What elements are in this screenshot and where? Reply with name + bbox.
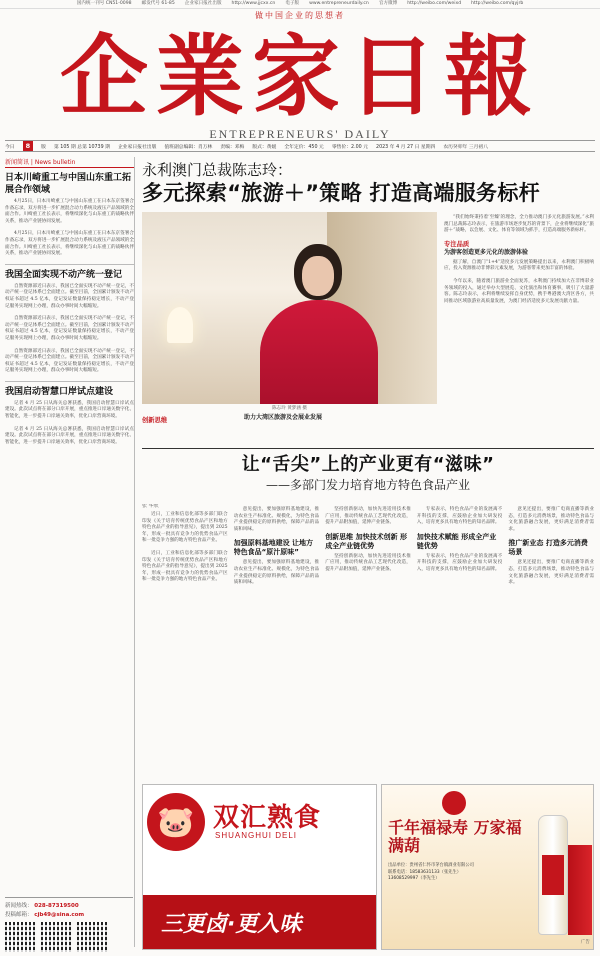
pages-word: 版: [41, 144, 46, 150]
ad-brand-english: SHUANGHUI DELI: [215, 831, 298, 840]
postal-code: 邮发代号 61-85: [141, 0, 175, 6]
ad-contact: 联系电话：18583631133（张先生）: [388, 869, 462, 875]
shuanghui-ad[interactable]: [142, 784, 377, 950]
bulletin-body: 4月25日，日本川崎重工与中国山东重工在日本东京签署合作备忘录，双方将进一步扩展混合动力系统及液压产品领域的全面合作。川崎重工社长表示，将继续深化与山东重工的战略伙伴关系，推动产业链协同发展。: [5, 199, 134, 224]
subhead: 专注品质: [444, 240, 470, 248]
feature-subhead: 加快技术赋能 形成全产业链优势: [416, 532, 497, 550]
layout-editor: 版式：黄媛: [252, 144, 277, 150]
ad-title: 千年福禄寿 万家福满葫: [388, 818, 522, 855]
bulletin-headline[interactable]: 我国全面实现不动产统一登记: [5, 269, 123, 280]
lead-subtitle: 永利澳门总裁陈志玲：: [142, 161, 293, 179]
lead-intro: “我们始终秉持着‘至臻’的理念，全力推动澳门多元化旅游发展。”永利澳门总裁陈志玲表示，在旅游市场逐步复苏的背景下，企业将继续深化“旅游＋”战略，以会展、文化、体育等领域为抓手，打造高端服务新标杆。: [444, 215, 594, 234]
email-link[interactable]: cjb49@sina.com: [34, 912, 85, 918]
weibo-link[interactable]: http://weibo.com/weixd: [407, 0, 462, 6]
feature-paragraph: 近日，工业和信息化部等多部门联合印发《关于培育传统优势食品产区和地方特色食品产业的指导意见》，提出到 2025 年，形成一批具有竞争力的优势食品产区和一批竞争力强的地方特色食品产业。: [142, 550, 228, 583]
divider: [5, 381, 134, 382]
e-edition-label: 电子版: [285, 0, 300, 6]
page-count-badge: 8: [23, 141, 34, 151]
feature-column: [142, 504, 228, 782]
lunar-date: 农历癸卯年 三月初八: [443, 144, 489, 150]
ad-brand: 双汇熟食: [213, 803, 322, 833]
feature-subhead: 推广新业态 打造多元消费场景: [508, 539, 588, 557]
executive-portrait-photo: [142, 212, 437, 404]
contact-footer: [5, 897, 133, 947]
qr-code-icon: [41, 922, 71, 952]
news-bulletin-column: [5, 157, 135, 947]
today-label: 今日: [5, 144, 15, 150]
divider: [5, 264, 134, 265]
brand-seal-icon: [442, 791, 466, 815]
masthead-title: 企業家日報: [59, 24, 540, 128]
subhead: 创新思维: [142, 417, 168, 424]
feature-subtitle: ——多部门发力培育地方特色食品产业: [265, 478, 470, 492]
feature-paragraph: 坚持创新驱动，加快先进适用技术推广应用，推动传统食品工艺现代化改造，提升产品附加值，延伸产业链条。: [325, 553, 411, 572]
feature-subhead: 创新思维 加快技术创新 形成全产业链优势: [325, 532, 408, 550]
lamp-icon: [167, 307, 193, 343]
chief-editor: 值班副总编辑：肖万林: [164, 144, 213, 150]
news-bulletin-tag: 新闻简讯 | News bulletin: [5, 157, 134, 168]
lead-headline: [142, 160, 592, 206]
publisher: 企业家日报社出版: [117, 144, 157, 150]
subhead-line2: 为游客创造更多元化的旅游体验: [444, 248, 529, 256]
weibo-label: 官方微博: [378, 0, 398, 6]
e-edition-link[interactable]: www.entrepreneurdaily.cn: [309, 0, 369, 6]
bulletin-story: [5, 172, 134, 258]
bulletin-body-cont: 4月25日，日本川崎重工与中国山东重工在日本东京签署合作备忘录，双方将进一步扩展混合动力系统及液压产品领域的全面合作。川崎重工社长表示，将继续深化与山东重工的战略伙伴关系，推动产业链协同发展。: [5, 231, 134, 257]
feature-column: [234, 504, 320, 782]
ad-contact-2: 13608529997（李先生）: [388, 876, 440, 881]
liquor-ad[interactable]: [381, 784, 594, 950]
pig-logo-icon: 🐷: [147, 793, 205, 851]
bulletin-story: [5, 386, 134, 447]
masthead-slogan: 做中国企业的思想者: [255, 11, 345, 20]
bulletin-headline[interactable]: 我国启动智慧口岸试点建设: [5, 386, 114, 397]
sponsor: 企业家日报社出版: [184, 0, 222, 6]
masthead: [5, 22, 595, 140]
feature-byline: 张 华欣: [142, 504, 159, 509]
gift-box-icon: [568, 845, 592, 935]
ad-slogan: 三更卤·更入味: [161, 912, 302, 937]
lead-right-body-2: 今年以来，随着澳门旅游业全面复苏，永利澳门持续加大在非博彩业务领域的投入，通过举办大型展览、文化演出和体育赛事，吸引了大量游客。陈志玲表示，永利将继续发挥自身优势，携手粤港澳大湾区各方，共同推动区域旅游业高质量发展，为澳门经济适度多元发展贡献力量。: [444, 278, 594, 304]
annual-price: 全年定价：450 元: [284, 144, 324, 150]
feature-paragraph: 意见提出，要加强原料基地建设，推动农业生产标准化、规模化，为特色食品产业提供稳定的原料供给，保障产品的品质和风味。: [233, 507, 320, 532]
feature-column: [325, 504, 411, 782]
feature-paragraph: 专家表示，特色食品产业的发展离不开科技的支撑，应鼓励企业加大研发投入，培育更多具有地方特色的知名品牌。: [416, 507, 503, 526]
lead-title[interactable]: 多元探索“旅游＋”策略 打造高端服务标杆: [142, 181, 540, 205]
photo-caption: 陈志玲 黄梦涵 摄: [271, 406, 308, 411]
subhead-line2: 助力大湾区旅游及会展业发展: [244, 414, 323, 421]
ad-tag: 广告: [580, 940, 590, 946]
feature-paragraph: 专家表示，特色食品产业的发展离不开科技的支撑，应鼓励企业加大研发投入，培育更多具有地方特色的知名品牌。: [416, 553, 503, 572]
hotline-label: 新闻热线：: [5, 903, 33, 909]
feature-paragraph: 意见提出，要加强原料基地建设，推动农业生产标准化、规模化，为特色食品产业提供稳定的原料供给，保障产品的品质和风味。: [233, 560, 320, 586]
feature-body: [142, 504, 594, 782]
issue-date: 2023 年 4 月 27 日 星期四: [376, 144, 436, 150]
ad-company: [388, 863, 528, 883]
section-editor: 责编：邓梅: [220, 144, 245, 150]
email-label: 投稿邮箱：: [5, 912, 33, 918]
ad-producer: 出品单位：贵州省仁怀市茅台镇酒业有限公司: [388, 863, 474, 868]
feature-paragraph: 意见还提出，要推广电商直播等新业态，打造多元消费场景，推动特色食品与文化旅游融合发展，更好满足消费者需求。: [508, 507, 594, 532]
weibo-link-2[interactable]: http://weibo.com/qyjrb: [471, 0, 524, 6]
lead-right-body: 据了解，自澳门“1+4”适度多元发展策略提出以来，永利澳门积极响应，投入资源推动非博彩元素发展，为游客带来更加丰富的体验。: [444, 259, 594, 272]
qr-code-icon: [5, 922, 35, 952]
bulletin-body-cont-2: 自然资源部近日表示，我国已全面实现不动产统一登记，不动产统一登记体系已全面建立。截至目前，全国累计颁发不动产权证书超过 4.5 亿本，登记发证数量保持稳定增长，不动产登记服务实现网上办理，群众办事时间大幅缩短。: [5, 348, 134, 374]
bulletin-body-cont: 记者 4 月 25 日从海关总署获悉，我国启动智慧口岸试点建设。此次试点将在部分口岸开展，重点推进口岸通关数字化、智能化，进一步提升口岸通关效率，优化口岸营商环境。: [5, 426, 134, 445]
bulletin-headline[interactable]: 日本川崎重工与中国山东重工拓展合作领域: [5, 173, 132, 195]
advertisement-row: [142, 784, 594, 950]
qr-code-icon: [77, 922, 107, 952]
issue-info-bar: [5, 140, 595, 152]
site-link[interactable]: http://www.jjcxx.cn: [231, 0, 276, 6]
feature-title[interactable]: 让“舌尖”上的产业更有“滋味”: [241, 454, 495, 475]
issue-number: 第 105 期 总第 10739 期: [53, 144, 110, 150]
hotline: 028-87319500: [34, 903, 79, 909]
feature-paragraph: 意见还提出，要推广电商直播等新业态，打造多元消费场景，推动特色食品与文化旅游融合发展，更好满足消费者需求。: [508, 560, 594, 586]
bulletin-body: 记者 4 月 25 日从海关总署获悉，我国启动智慧口岸试点建设。此次试点将在部分口岸开展，重点推进口岸通关数字化、智能化，进一步提升口岸通关效率，优化口岸营商环境。: [5, 400, 134, 420]
feature-paragraph: 坚持创新驱动，加快先进适用技术推广应用，推动传统食品工艺现代化改造，提升产品附加值，延伸产业链条。: [325, 507, 411, 526]
retail-price: 零售价：2.00 元: [331, 144, 369, 150]
feature-column: [417, 504, 503, 782]
bulletin-story: [5, 269, 134, 375]
lead-body-columns: [142, 414, 442, 446]
feature-subhead: 加强原料基地建设 让地方特色食品“原汁原味”: [233, 539, 314, 557]
feature-headline: [142, 448, 594, 493]
top-info-line: [0, 0, 600, 9]
feature-column: [508, 504, 594, 782]
masthead-english: ENTREPRENEURS' DAILY: [209, 127, 391, 141]
feature-paragraph: 近日，工业和信息化部等多部门联合印发《关于培育传统优势食品产区和地方特色食品产业的指导意见》，提出到 2025 年，形成一批具有竞争力的优势食品产区和一批竞争力强的地方特色食品产业。: [142, 512, 228, 544]
cn-number: 国内统一刊号 CN51-0098: [76, 0, 132, 6]
bulletin-body-cont: 自然资源部近日表示，我国已全面实现不动产统一登记，不动产统一登记体系已全面建立。截至目前，全国累计颁发不动产权证书超过 4.5 亿本，登记发证数量保持稳定增长，不动产登记服务实现网上办理，群众办事时间大幅缩短。: [5, 316, 134, 341]
lead-right-column: [444, 212, 594, 446]
bulletin-body: 自然资源部近日表示，我国已全面实现不动产统一登记，不动产统一登记体系已全面建立。截至目前，全国累计颁发不动产权证书超过 4.5 亿本，登记发证数量保持稳定增长，不动产登记服务实现网上办理，群众办事时间大幅缩短。: [5, 283, 134, 309]
